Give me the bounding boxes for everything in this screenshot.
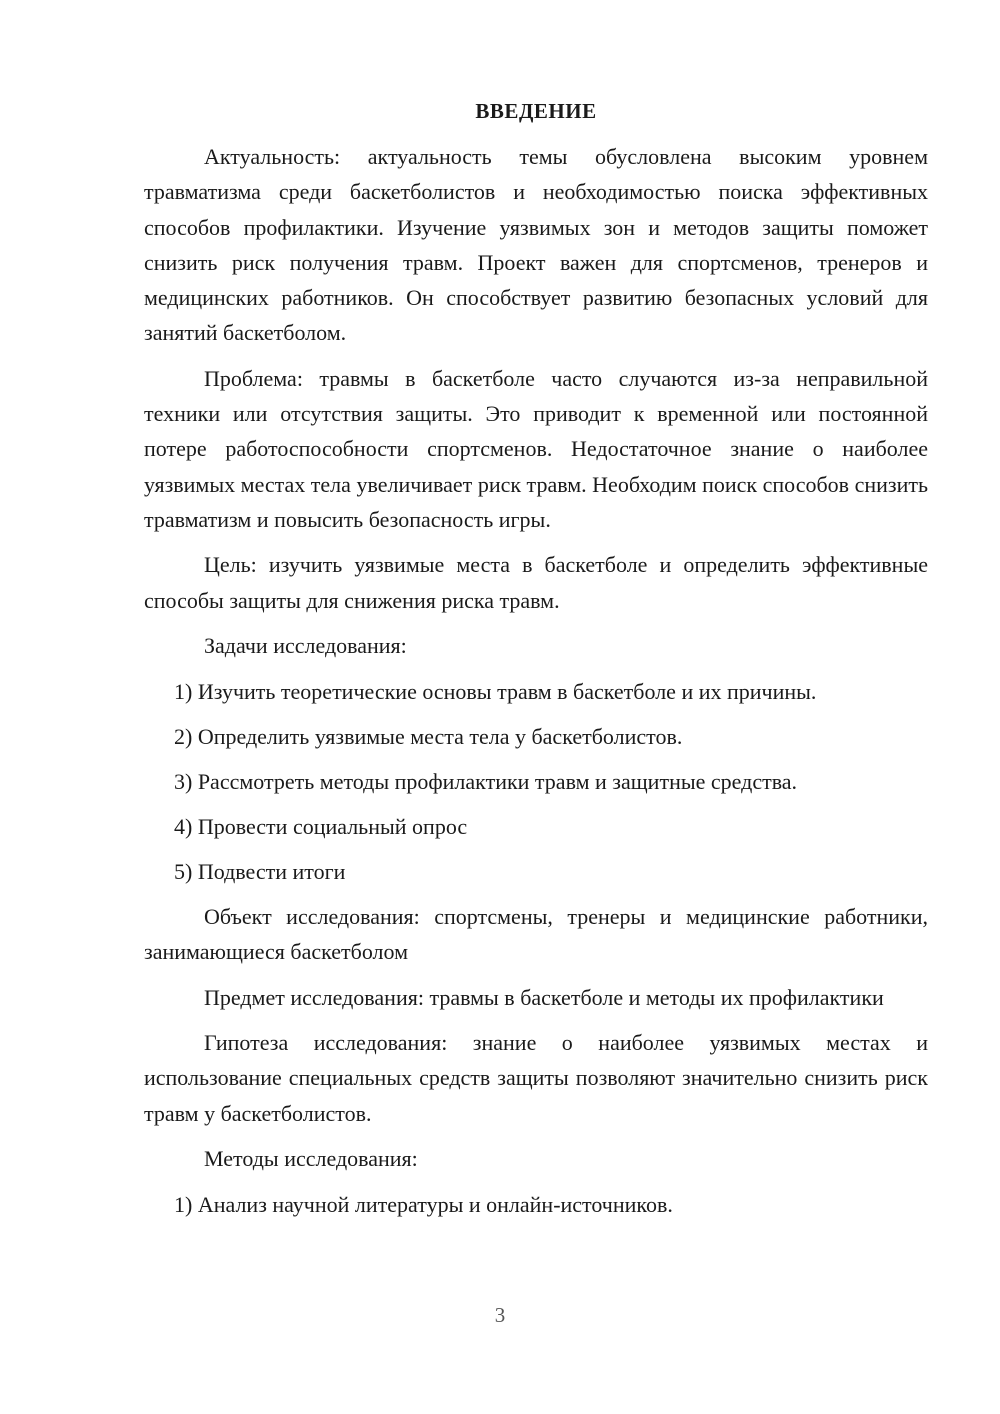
methods-heading: Методы исследования: bbox=[204, 1145, 418, 1171]
paragraph-goal: Цель: изучить уязвимые места в баскетболе и определить эффективные способы защиты для снижения риска травм. bbox=[144, 552, 928, 613]
task-item: 1) Изучить теоретические основы травм в баскетболе и их причины. bbox=[174, 679, 817, 705]
method-item: 1) Анализ научной литературы и онлайн-источников. bbox=[174, 1192, 673, 1218]
task-item: 4) Провести социальный опрос bbox=[174, 814, 468, 840]
paragraph-object: Объект исследования: спортсмены, тренеры и медицинские работники, занимающиеся баскетболом bbox=[144, 904, 928, 965]
tasks-heading: Задачи исследования: bbox=[204, 632, 407, 658]
paragraph-subject: Предмет исследования: травмы в баскетболе и методы их профилактики bbox=[204, 984, 884, 1010]
task-item: 3) Рассмотреть методы профилактики травм и защитные средства. bbox=[174, 769, 798, 795]
page-title: ВВЕДЕНИЕ bbox=[475, 99, 597, 123]
paragraph-hypothesis: Гипотеза исследования: знание о наиболее уязвимых местах и использование специальных средств защиты позволяют значительно снизить риск травм у баскетболистов. bbox=[144, 1030, 928, 1126]
paragraph-relevance: Актуальность: актуальность темы обусловлена высоким уровнем травматизма среди баскетболистов и необходимостью поиска эффективных способов профилактики. Изучение уязвимых зон и методов защиты поможет снизить риск получения травм. Проект важен для спортсменов, тренеров и медицинских работников. Он способствует развитию безопасных условий для занятий баскетболом. bbox=[144, 144, 928, 346]
page-content bbox=[144, 96, 928, 1232]
paragraph-problem: Проблема: травмы в баскетболе часто случаются из-за неправильной техники или отсутствия защиты. Это приводит к временной или постоянной потере работоспособности спортсменов. Недостаточное знание о наиболее уязвимых местах тела увеличивает риск травм. Необходим поиск способов снизить травматизм и повысить безопасность игры. bbox=[144, 365, 928, 532]
page-number: 3 bbox=[494, 1303, 506, 1327]
task-item: 2) Определить уязвимые места тела у баскетболистов. bbox=[174, 724, 683, 750]
task-item: 5) Подвести итоги bbox=[174, 859, 346, 885]
